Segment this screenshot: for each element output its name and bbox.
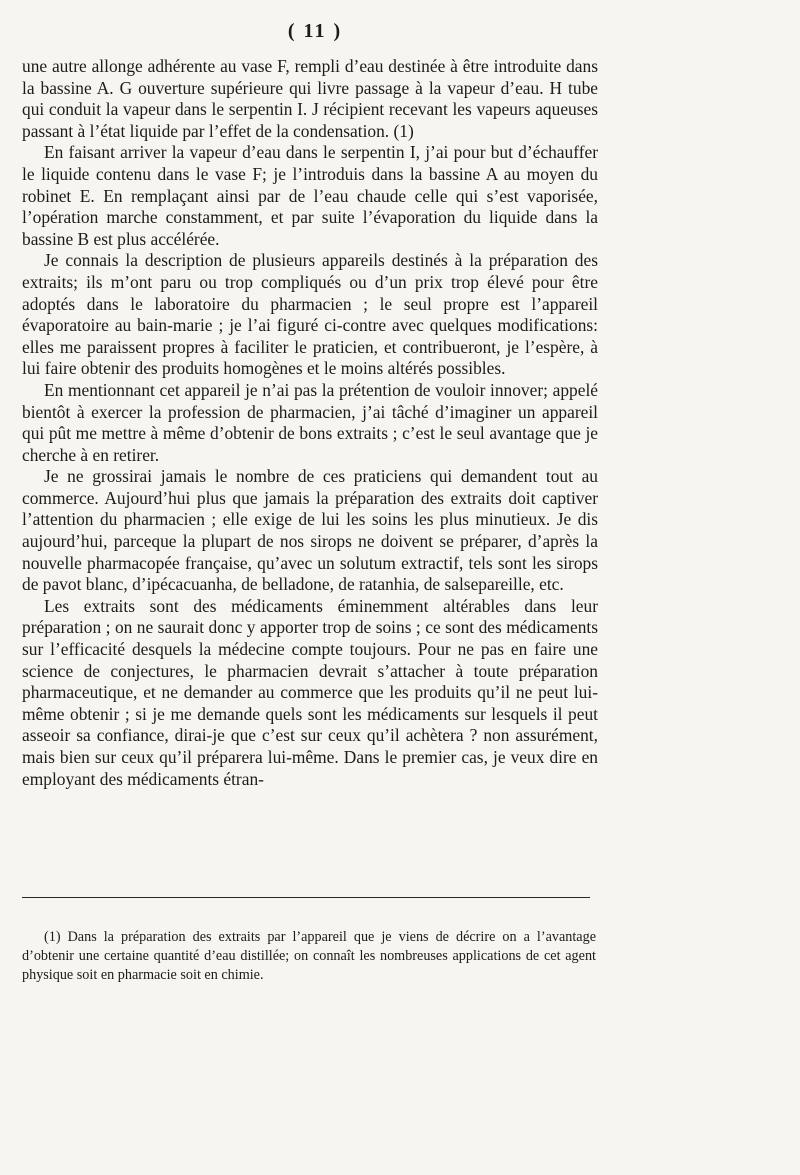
paragraph-6: Les extraits sont des médicaments éminemment altérables dans leur préparation ; on ne saurait donc y apporter trop de soins ; ce sont des médicaments sur l’efficacité desquels la médecine compte toujours. Pour ne pas en faire une science de conjectures, le pharmacien devrait s’attacher à toute préparation pharmaceutique, et ne demander au commerce que les produits qu’il ne peut lui-même obtenir ; si je me demande quels sont les médicaments sur lesquels il peut asseoir sa confiance, dirai-je que c’est sur ceux qu’il achètera ? non assurément, mais bien sur ceux qu’il préparera lui-même. Dans le premier cas, je veux dire en employant des médicaments étran- (22, 595, 598, 789)
body-text (22, 56, 598, 790)
footnote (22, 928, 596, 985)
footnote-text: (1) Dans la préparation des extraits par l’appareil que je viens de décrire on a l’avantage d’obtenir une certaine quantité d’eau distillée; on connaît les nombreuses applications de cet agent physique soit en pharmacie soit en chimie. (22, 929, 596, 983)
paragraph-4: En mentionnant cet appareil je n’ai pas la prétention de vouloir innover; appelé bientôt à exercer la profession de pharmacien, j’ai tâché d’imaginer un appareil qui pût me mettre à même d’obtenir de bons extraits ; c’est le seul avantage que je cherche à en retirer. (22, 379, 598, 465)
paragraph-1: une autre allonge adhérente au vase F, rempli d’eau destinée à être introduite dans la bassine A. G ouverture supérieure qui livre passage à la vapeur d’eau. H tube qui conduit la vapeur dans le serpentin I. J récipient recevant les vapeurs aqueuses passant à l’état liquide par l’effet de la condensation. (1) (22, 56, 598, 141)
footnote-divider (22, 897, 590, 898)
paragraph-3: Je connais la description de plusieurs appareils destinés à la préparation des extraits; ils m’ont paru ou trop compliqués ou d’un prix trop élevé pour être adoptés dans le laboratoire du pharmacien ; le seul propre est l’appareil évaporatoire au bain-marie ; je l’ai figuré ci-contre avec quelques modifications: elles me paraissent propres à faciliter le praticien, et contribueront, je l’espère, à lui faire obtenir des produits homogènes et le moins altérés possibles. (22, 250, 598, 379)
paragraph-2: En faisant arriver la vapeur d’eau dans le serpentin I, j’ai pour but d’échauffer le liquide contenu dans le vase F; je l’introduis dans la bassine A au moyen du robinet E. En remplaçant ainsi par de l’eau chaude celle qui s’est vaporisée, l’opération marche constamment, et par suite l’évaporation du liquide dans la bassine B est plus accélérée. (22, 142, 598, 249)
page-number: ( 11 ) (287, 20, 343, 42)
paragraph-5: Je ne grossirai jamais le nombre de ces praticiens qui demandent tout au commerce. Aujourd’hui plus que jamais la préparation des extraits doit captiver l’attention du pharmacien ; elle exige de lui les soins les plus minutieux. Je dis aujourd’hui, parceque la plupart de nos sirops ne doivent se préparer, d’après la nouvelle pharmacopée française, qu’avec un solutum extractif, tels sont les sirops de pavot blanc, d’ipécacuanha, de belladone, de ratanhia, de salsepareille, etc. (22, 466, 598, 595)
